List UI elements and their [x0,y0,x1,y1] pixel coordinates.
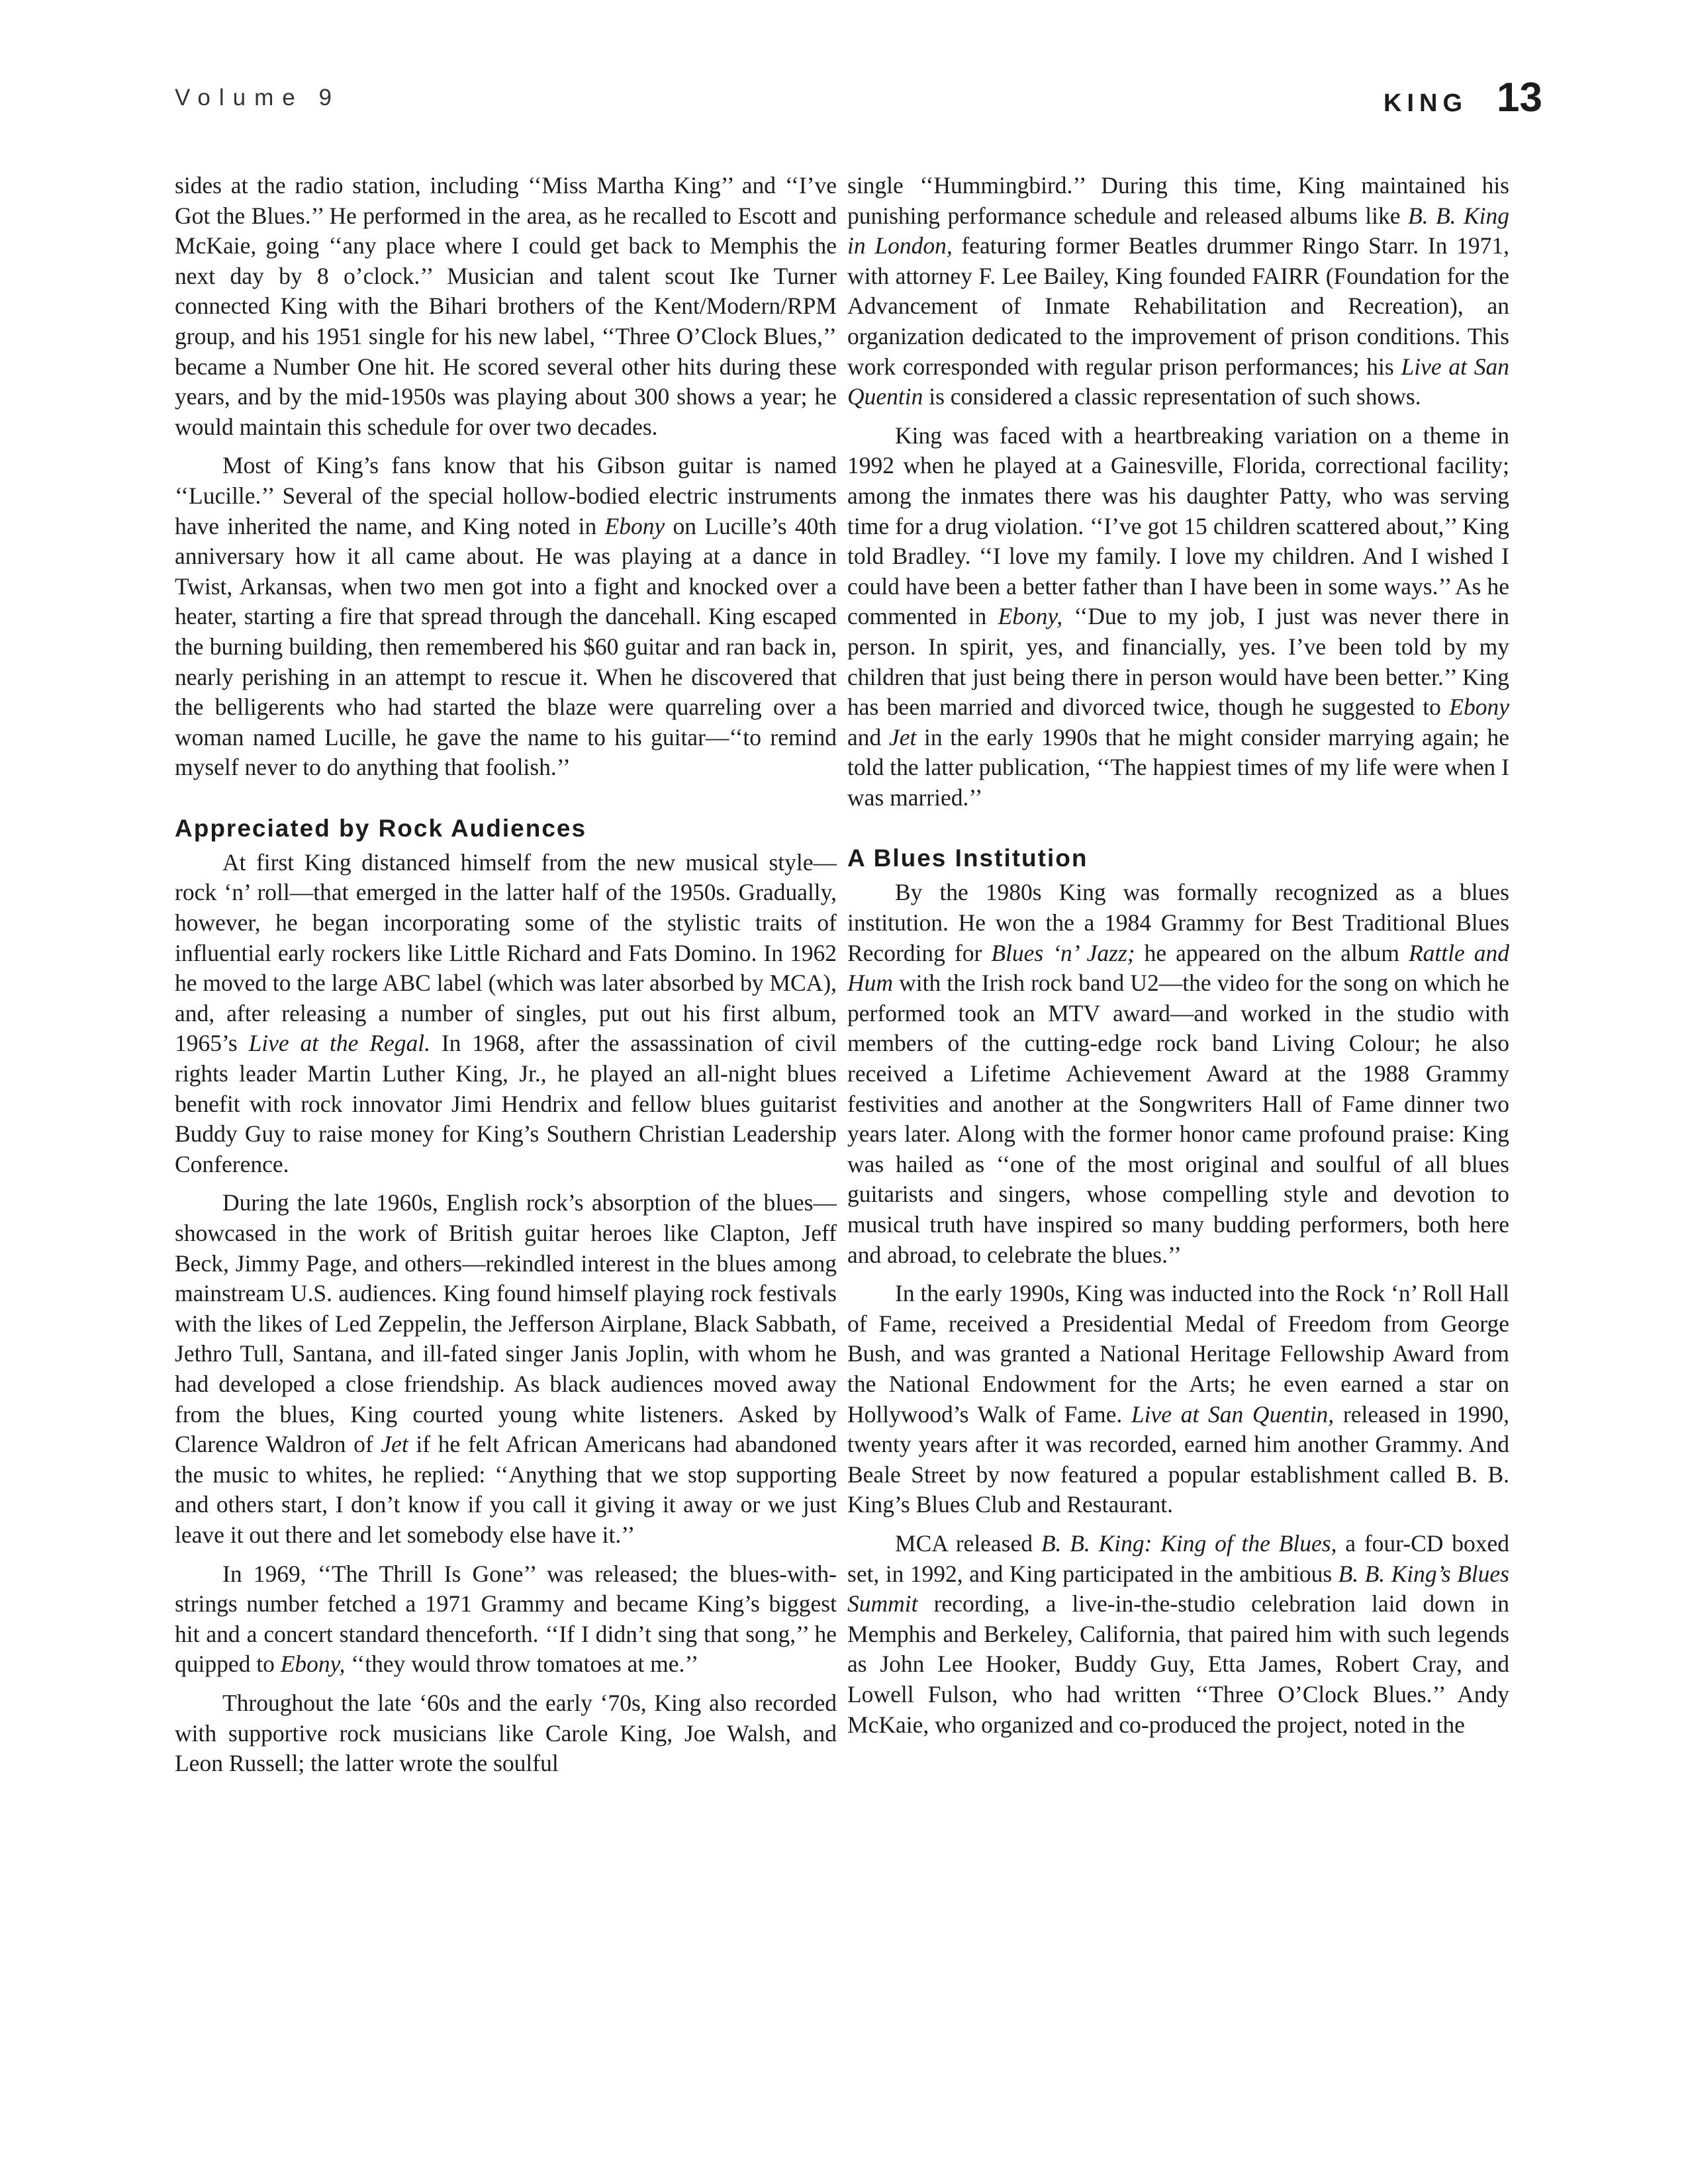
paragraph: In 1969, ‘‘The Thrill Is Gone’’ was released; the blues-with-strings number fetched a 1971 Grammy and became King’s biggest hit and a concert standard thenceforth. ‘‘If I didn’t sing that song,’’ he quipped to Ebony, ‘‘they would throw tomatoes at me.’’ [175,1560,837,1678]
left-column [175,171,837,1788]
running-head-title: KING [1383,89,1468,117]
section-heading: Appreciated by Rock Audiences [175,814,587,842]
paragraph: Throughout the late ‘60s and the early ‘70s, King also recorded with supportive rock musicians like Carole King, Joe Walsh, and Leon Russell; the latter wrote the soulful [175,1689,837,1777]
paragraph: MCA released B. B. King: King of the Blues, a four-CD boxed set, in 1992, and King participated in the ambitious B. B. King’s Blues Summit recording, a live-in-the-studio celebration laid down in Memphis and Berkeley, California, that paired him with such legends as John Lee Hooker, Buddy Guy, Etta James, Robert Cray, and Lowell Fulson, who had written ‘‘Three O’Clock Blues.’’ Andy McKaie, who organized and co-produced the project, noted in the [847,1529,1509,1738]
paragraph: During the late 1960s, English rock’s absorption of the blues—showcased in the work of British guitar heroes like Clapton, Jeff Beck, Jimmy Page, and others—rekindled interest in the blues among mainstream U.S. audiences. King found himself playing rock festivals with the likes of Led Zeppelin, the Jefferson Airplane, Black Sabbath, Jethro Tull, Santana, and ill-fated singer Janis Joplin, with whom he had developed a close friendship. As black audiences moved away from the blues, King courted young white listeners. Asked by Clarence Waldron of Jet if he felt African Americans had abandoned the music to whites, he replied: ‘‘Anything that we stop supporting and others start, I don’t know if you call it giving it away or we just leave it out there and let somebody else have it.’’ [175,1189,837,1548]
section-heading: A Blues Institution [847,844,1088,872]
paragraph: By the 1980s King was formally recognized as a blues institution. He won the a 1984 Grammy for Best Traditional Blues Recording for Blues ‘n’ Jazz; he appeared on the album Rattle and Hum with the Irish rock band U2—the video for the song on which he performed took an MTV award—and worked in the studio with members of the cutting-edge rock band Living Colour; he also received a Lifetime Achievement Award at the 1988 Grammy festivities and another at the Songwriters Hall of Fame dinner two years later. Along with the former honor came profound praise: King was hailed as ‘‘one of the most original and soulful of all blues guitarists and singers, whose compelling style and devotion to musical truth have inspired so many budding performers, both here and abroad, to celebrate the blues.’’ [847,879,1509,1268]
paragraph: At first King distanced himself from the new musical style—rock ‘n’ roll—that emerged in the latter half of the 1950s. Gradually, however, he began incorporating some of the stylistic traits of influential early rockers like Little Richard and Fats Domino. In 1962 he moved to the large ABC label (which was later absorbed by MCA), and, after releasing a number of singles, put out his first album, 1965’s Live at the Regal. In 1968, after the assassination of civil rights leader Martin Luther King, Jr., he played an all-night blues benefit with rock innovator Jimi Hendrix and fellow blues guitarist Buddy Guy to raise money for King’s Southern Christian Leadership Conference. [175,848,837,1177]
paragraph: sides at the radio station, including ‘‘Miss Martha King’’ and ‘‘I’ve Got the Blues.’’ He performed in the area, as he recalled to Escott and McKaie, going ‘‘any place where I could get back to Memphis the next day by 8 o’clock.’’ Musician and talent scout Ike Turner connected King with the Bihari brothers of the Kent/Modern/RPM group, and his 1951 single for his new label, ‘‘Three O’Clock Blues,’’ became a Number One hit. He scored several other hits during these years, and by the mid-1950s was playing about 300 shows a year; he would maintain this schedule for over two decades. [175,172,837,440]
volume-label: Volume 9 [175,85,340,111]
right-column [847,171,1509,1749]
paragraph: In the early 1990s, King was inducted into the Rock ‘n’ Roll Hall of Fame, received a Presidential Medal of Freedom from George Bush, and was granted a National Heritage Fellowship Award from the National Endowment for the Arts; he even earned a star on Hollywood’s Walk of Fame. Live at San Quentin, released in 1990, twenty years after it was recorded, earned him another Grammy. And Beale Street by now featured a popular establishment called B. B. King’s Blues Club and Restaurant. [847,1280,1510,1518]
paragraph: King was faced with a heartbreaking variation on a theme in 1992 when he played at a Gainesville, Florida, correctional facility; among the inmates there was his daughter Patty, who was serving time for a drug violation. ‘‘I’ve got 15 children scattered about,’’ King told Bradley. ‘‘I love my family. I love my children. And I wished I could have been a better father than I have been in some ways.’’ As he commented in Ebony, ‘‘Due to my job, I just was never there in person. In spirit, yes, and financially, yes. I’ve been told by my children that just being there in person would have been better.’’ King has been married and divorced twice, though he suggested to Ebony and Jet in the early 1990s that he might consider marrying again; he told the latter publication, ‘‘The happiest times of my life were when I was married.’’ [847,422,1509,811]
running-head [1383,74,1542,121]
page-header [0,0,1688,132]
paragraph: Most of King’s fans know that his Gibson guitar is named ‘‘Lucille.’’ Several of the special hollow-bodied electric instruments have inherited the name, and King noted in Ebony on Lucille’s 40th anniversary how it all came about. He was playing at a dance in Twist, Arkansas, when two men got into a fight and knocked over a heater, starting a fire that spread through the dancehall. King escaped the burning building, then remembered his $60 guitar and ran back in, nearly perishing in an attempt to rescue it. When he discovered that the belligerents who had started the blaze were quarreling over a woman named Lucille, he gave the name to his guitar—‘‘to remind myself never to do anything that foolish.’’ [175,452,837,781]
page-number: 13 [1497,75,1542,120]
paragraph: single ‘‘Hummingbird.’’ During this time, King maintained his punishing performance schedule and released albums like B. B. King in London, featuring former Beatles drummer Ringo Starr. In 1971, with attorney F. Lee Bailey, King founded FAIRR (Foundation for the Advancement of Inmate Rehabilitation and Recreation), an organization dedicated to the improvement of prison conditions. This work corresponded with regular prison performances; his Live at San Quentin is considered a classic representation of such shows. [847,172,1510,410]
